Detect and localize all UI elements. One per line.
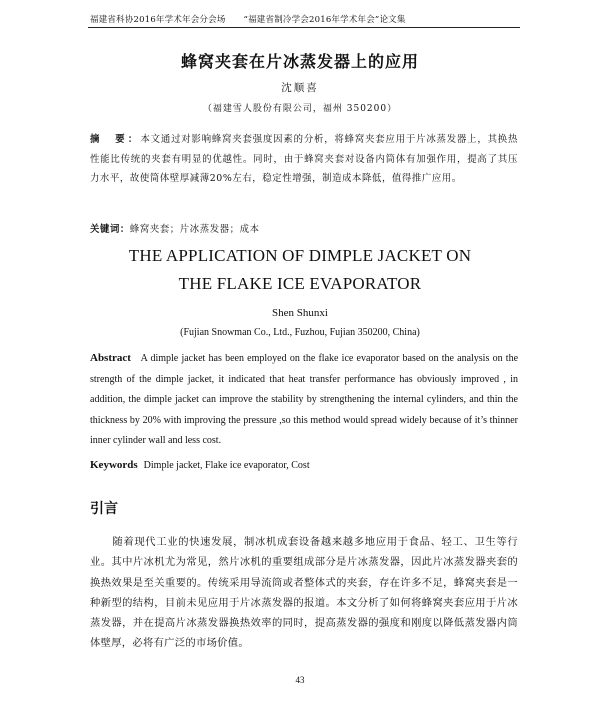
chinese-affiliation: （福建雪人股份有限公司，福州 350200） (202, 104, 398, 114)
chinese-title: 蜂窝夹套在片冰蒸发器上的应用 (180, 52, 419, 71)
english-keywords (90, 459, 518, 471)
chinese-abstract (90, 130, 518, 189)
chinese-keywords-label: 关键词： (90, 224, 130, 235)
chinese-author: 沈顺喜 (281, 82, 319, 94)
english-affiliation: (Fujian Snowman Co., Ltd., Fuzhou, Fujian 350200, China) (180, 327, 420, 338)
page-number: 43 (295, 675, 305, 685)
running-header-right: “福建省制冷学会2016年学术年会”论文集 (243, 15, 406, 25)
introduction-paragraph (90, 532, 518, 654)
english-keywords-text: Dimple jacket, Flake ice evaporator, Cost (143, 460, 310, 471)
running-header-left: 福建省科协2016年学术年会分会场 (90, 15, 226, 25)
chinese-keywords (90, 221, 518, 235)
introduction-text: 随着现代工业的快速发展，制冰机成套设备越来越多地应用于食品、轻工、卫生等行业。其中片冰机尤为常见，然片冰机的重要组成部分是片冰蒸发器，因此片冰蒸发器夹套的换热效果是至关重要的。传统采用导流筒或者整体式的夹套，存在许多不足，蜂窝夹套是一种新型的结构，目前未见应用于片冰蒸发器的报道。本文分析了如何将蜂窝夹套应用于片冰蒸发器，并在提高片冰蒸发器换热效率的同时，提高蒸发器的强度和刚度以降低蒸发器内筒体壁厚，必将有广泛的市场价值。 (90, 536, 518, 650)
english-abstract-label: Abstract (90, 352, 131, 364)
english-abstract-text: A dimple jacket has been employed on the flake ice evaporator based on the analysis on the strength of the dimple jacket, it indicated that heat transfer performance has obviously improved , in addition, the dimple jacket can improve the stability by strengthening the internal cylinders, and thin the thickness by 20% with improving the pressure ,so this method would spread widely because of it’s thinner inner cylinder wall and less cost. (90, 353, 519, 446)
english-title-line-2: THE FLAKE ICE EVAPORATOR (178, 274, 422, 293)
running-header (90, 13, 520, 25)
chinese-abstract-label: 摘 要： (90, 134, 141, 145)
header-rule (88, 27, 520, 28)
english-keywords-label: Keywords (90, 459, 138, 471)
english-abstract (90, 348, 518, 452)
chinese-abstract-text: 本文通过对影响蜂窝夹套强度因素的分析，将蜂窝夹套应用于片冰蒸发器上，其换热性能比传统的夹套有明显的优越性。同时，由于蜂窝夹套对设备内筒体有加强作用，提高了其压力水平，故使筒体壁厚减薄20%左右，稳定性增强，制造成本降低，值得推广应用。 (90, 134, 518, 184)
chinese-keywords-text: 蜂窝夹套；片冰蒸发器；成本 (129, 224, 260, 235)
english-title-line-1: THE APPLICATION OF DIMPLE JACKET ON (128, 246, 472, 265)
english-author: Shen Shunxi (272, 307, 328, 319)
section-heading-introduction: 引言 (90, 501, 118, 517)
